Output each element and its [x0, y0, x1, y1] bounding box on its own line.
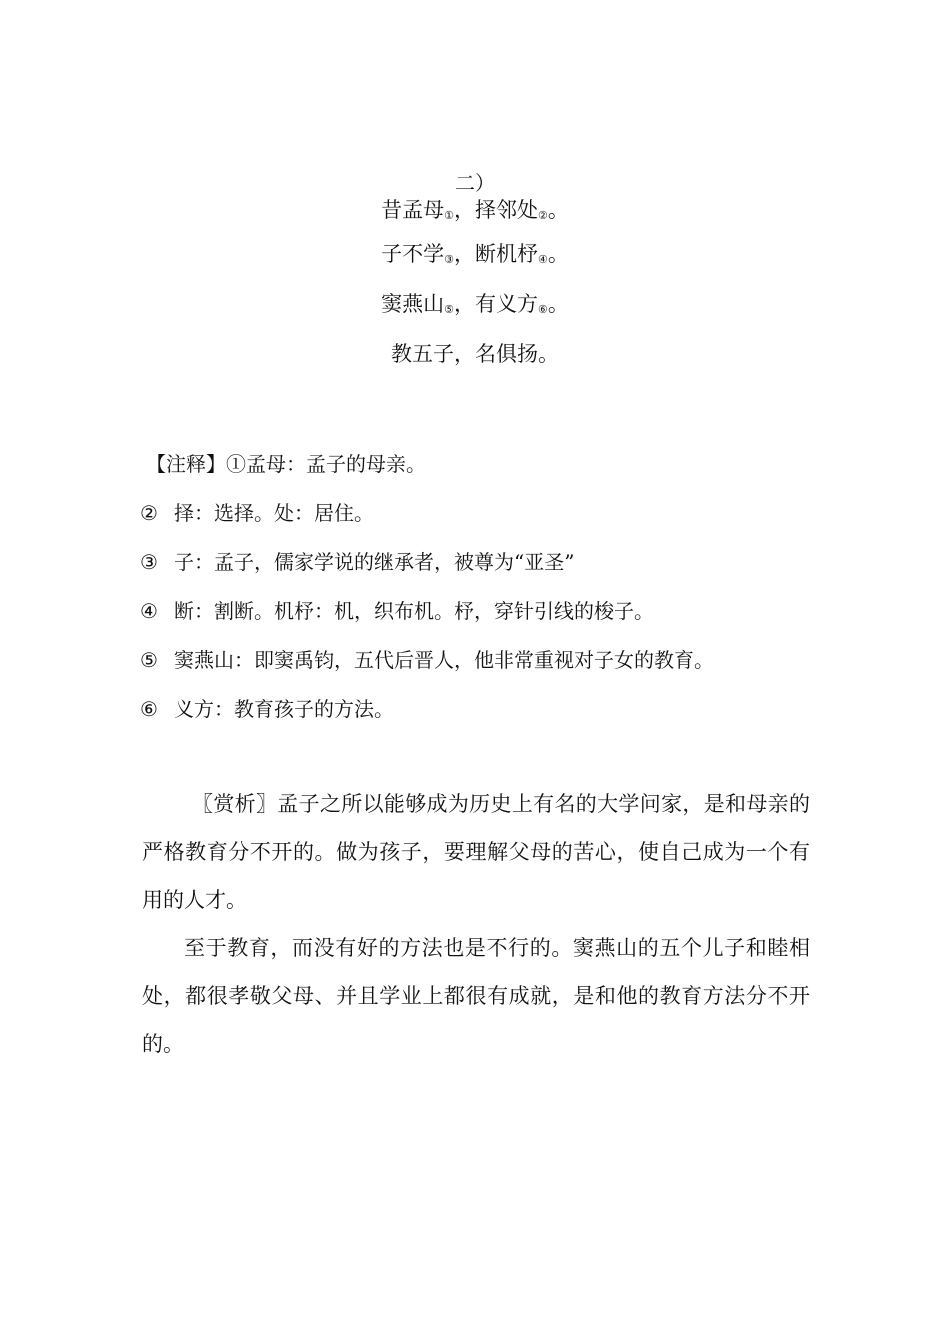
note-number: ② — [140, 501, 158, 525]
poem-text: 教五子，名俱扬。 — [391, 342, 559, 366]
poem-text: 。 — [547, 198, 569, 222]
analysis-paragraph: 〖赏析〗孟子之所以能够成为历史上有名的大学问家，是和母亲的严格教育分不开的。做为孩子，要理解父母的苦心，使自己成为一个有用的人才。 — [142, 792, 810, 912]
note-item — [140, 685, 840, 734]
poem-text: 。 — [547, 242, 569, 266]
footnote-mark: ② — [538, 209, 548, 222]
poem-line-2 — [0, 240, 950, 274]
poem-line-4 — [0, 340, 950, 374]
note-text: 子：孟子，儒家学说的继承者，被尊为“亚圣” — [174, 550, 575, 574]
poem-text: 。 — [547, 292, 569, 316]
note-text: 窦燕山：即窦禹钧，五代后晋人，他非常重视对子女的教育。 — [174, 648, 714, 672]
footnote-mark: ① — [444, 209, 454, 222]
footnote-mark: ③ — [444, 253, 454, 266]
note-number: ③ — [140, 550, 158, 574]
poem-line-1 — [0, 196, 950, 230]
footnote-mark: ⑥ — [538, 303, 548, 316]
poem-text: 窦燕山 — [381, 292, 445, 316]
poem-line-3 — [0, 290, 950, 324]
poem-text: 子不学 — [381, 242, 445, 266]
analysis-paragraph: 至于教育，而没有好的方法也是不行的。窦燕山的五个儿子和睦相处，都很孝敬父母、并且学业上都很有成就，是和他的教育方法分不开的。 — [142, 936, 810, 1056]
notes-section — [140, 440, 840, 734]
note-text: 断：割断。机杼：机，织布机。杼，穿针引线的梭子。 — [174, 599, 654, 623]
footnote-mark: ⑤ — [444, 303, 454, 316]
section-heading: 二） — [455, 171, 495, 195]
note-item — [140, 538, 840, 587]
note-number: ⑤ — [140, 648, 158, 672]
note-item — [140, 489, 840, 538]
poem-text: ，有义方 — [454, 292, 538, 316]
note-text: 义方：教育孩子的方法。 — [174, 697, 394, 721]
note-text: 择：选择。处：居住。 — [174, 501, 374, 525]
note-number: ⑥ — [140, 697, 158, 721]
note-item — [140, 587, 840, 636]
note-number: ④ — [140, 599, 158, 623]
note-first: 【注释】①孟母：孟子的母亲。 — [146, 452, 426, 476]
note-item — [140, 636, 840, 685]
footnote-mark: ④ — [538, 253, 548, 266]
poem-text: ，断机杼 — [454, 242, 538, 266]
analysis-section — [142, 780, 810, 1068]
poem-text: ，择邻处 — [454, 198, 538, 222]
poem-text: 昔孟母 — [381, 198, 445, 222]
